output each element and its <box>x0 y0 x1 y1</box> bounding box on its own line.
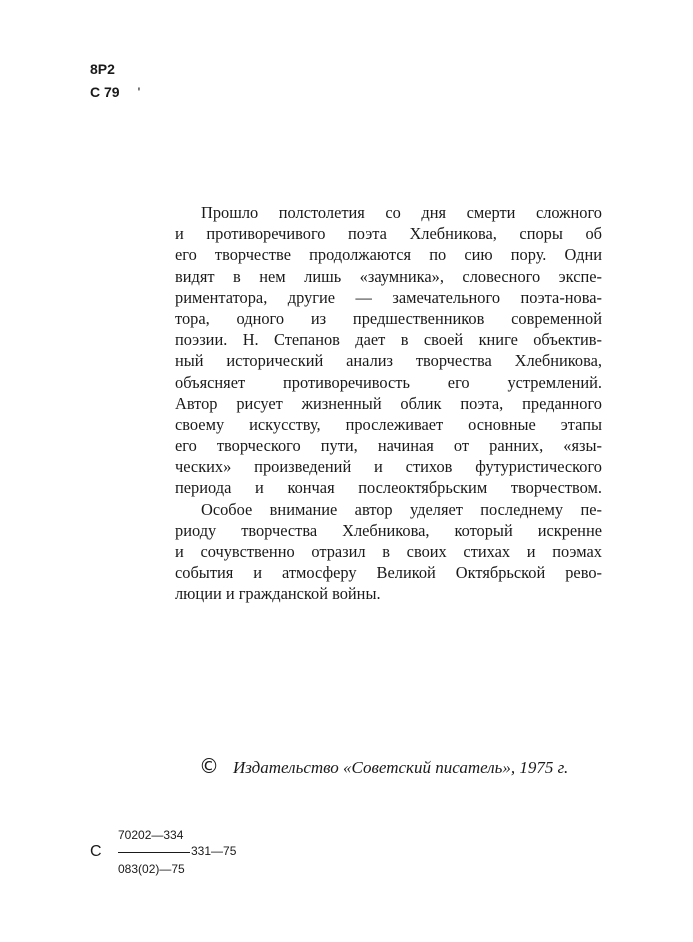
copyright-icon: © <box>199 754 219 778</box>
annotation-line: Автор рисует жизненный облик поэта, преданного <box>175 393 602 413</box>
annotation-line: его творческого пути, начиная от ранних, «язы- <box>175 436 602 456</box>
imprint-denominator: 083(02)—75 <box>118 862 185 876</box>
imprint-letter: С <box>90 843 102 860</box>
imprint-suffix: 331—75 <box>191 844 237 858</box>
annotation-line: ный исторический анализ творчества Хлебникова, <box>175 351 602 371</box>
bbk-index: 8Р2 <box>90 61 115 77</box>
annotation-line: Особое внимание автор уделяет последнему пе- <box>201 499 602 519</box>
annotation-line: и противоречивого поэта Хлебникова, споры об <box>175 224 602 244</box>
annotation-line: риментатора, другие — замечательного поэта-нова- <box>175 287 602 307</box>
tick-mark: ' <box>137 84 141 100</box>
annotation-line: его творчестве продолжаются по сию пору. Одни <box>175 245 602 265</box>
annotation-line: тора, одного из предшественников современной <box>175 308 602 328</box>
annotation-line: объясняет противоречивость его устремлений. <box>175 372 602 392</box>
annotation-line: риоду творчества Хлебникова, который искренне <box>175 520 602 540</box>
imprint-code <box>90 828 250 888</box>
annotation-line: своему искусству, прослеживает основные этапы <box>175 414 602 434</box>
fraction-rule <box>118 852 190 853</box>
imprint-numerator: 70202—334 <box>118 828 184 842</box>
annotation-line: поэзии. Н. Степанов дает в своей книге объектив- <box>175 330 602 350</box>
annotation-line: Прошло полстолетия со дня смерти сложного <box>201 203 602 222</box>
annotation-line: и сочувственно отразил в своих стихах и поэмах <box>175 542 602 561</box>
library-classification <box>90 58 140 104</box>
annotation-line: ческих» произведений и стихов футуристического <box>175 457 602 477</box>
annotation-line: видят в нем лишь «заумника», словесного экспе- <box>175 266 602 286</box>
annotation-line: события и атмосферу Великой Октябрьской рево- <box>175 563 602 583</box>
book-annotation <box>175 202 602 605</box>
annotation-line: люции и гражданской войны. <box>175 584 381 604</box>
annotation-line: периода и кончая послеоктябрьским творчеством. <box>175 478 602 498</box>
copyright-notice <box>199 754 568 778</box>
author-mark-code: С 79 <box>90 84 120 100</box>
author-mark <box>90 81 140 104</box>
copyright-text: Издательство «Советский писатель», 1975 г. <box>233 758 569 777</box>
